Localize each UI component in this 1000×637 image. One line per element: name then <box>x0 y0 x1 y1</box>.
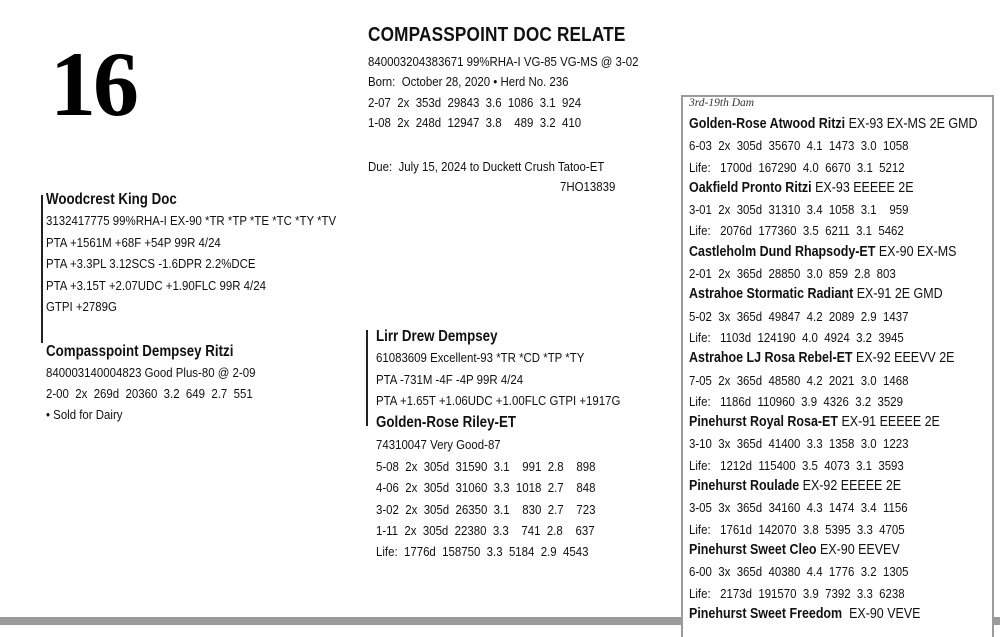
dam-9-life: Life: 1761d 142070 3.8 5395 3.3 4705 <box>689 521 905 537</box>
dam-10-name: Pinehurst Sweet Cleo EX-90 EEVEV <box>689 541 900 558</box>
dam-9-record: 3-05 3x 365d 34160 4.3 1474 3.4 1156 <box>689 500 908 516</box>
granddam-line-3: 4-06 2x 305d 31060 3.3 1018 2.7 848 <box>376 480 596 495</box>
granddam-name: Golden-Rose Riley-ET <box>376 414 516 431</box>
granddam-line-1: 74310047 Very Good-87 <box>376 437 501 452</box>
dams-list <box>689 114 1000 625</box>
granddam-line-5: 1-11 2x 305d 22380 3.3 741 2.8 637 <box>376 523 595 538</box>
dam-9-name: Pinehurst Roulade EX-92 EEEEE 2E <box>689 478 902 495</box>
dam-6-name: Astrahoe Stormatic Radiant EX-91 2E GMD <box>689 286 943 303</box>
granddam-line-4: 3-02 2x 305d 26350 3.1 830 2.7 723 <box>376 502 596 517</box>
mgs-line-3: PTA +1.65T +1.06UDC +1.00FLC GTPI +1917G <box>376 393 621 408</box>
dam-6-record: 5-02 3x 365d 49847 4.2 2089 2.9 1437 <box>689 308 909 324</box>
pedigree-bracket-sire <box>41 195 43 343</box>
dam-7-record: 7-05 2x 365d 48580 4.2 2021 3.0 1468 <box>689 372 909 388</box>
dam-4-record: 3-01 2x 305d 31310 3.4 1058 3.1 959 <box>689 202 909 218</box>
animal-record-1: 2-07 2x 353d 29843 3.6 1086 3.1 924 <box>368 95 582 110</box>
dam-7-life: Life: 1186d 110960 3.9 4326 3.2 3529 <box>689 393 903 409</box>
lot-number: 16 <box>50 33 136 135</box>
dam-6-life: Life: 1103d 124190 4.0 4924 3.2 3945 <box>689 329 904 345</box>
sire-line-4: PTA +3.15T +2.07UDC +1.90FLC 99R 4/24 <box>46 278 266 293</box>
animal-name: COMPASSPOINT DOC RELATE <box>368 24 626 46</box>
dam-5-record: 2-01 2x 365d 28850 3.0 859 2.8 803 <box>689 266 896 282</box>
animal-born-line: Born: October 28, 2020 • Herd No. 236 <box>368 74 569 89</box>
granddam-line-2: 5-08 2x 305d 31590 3.1 991 2.8 898 <box>376 459 596 474</box>
sire-line-2: PTA +1561M +68F +54P 99R 4/24 <box>46 235 221 250</box>
due-line: Due: July 15, 2024 to Duckett Crush Tatoo-ET <box>368 159 605 174</box>
dam-11-name: Pinehurst Sweet Freedom EX-90 VEVE <box>689 605 921 622</box>
mgs-line-1: 61083609 Excellent-93 *TR *CD *TP *TY <box>376 350 585 365</box>
dam-8-name: Pinehurst Royal Rosa-ET EX-91 EEEEE 2E <box>689 414 940 431</box>
dam-10-record: 6-00 3x 365d 40380 4.4 1776 3.2 1305 <box>689 564 909 580</box>
dam-7-name: Astrahoe LJ Rosa Rebel-ET EX-92 EEEVV 2E <box>689 350 955 367</box>
sire-name: Woodcrest King Doc <box>46 191 177 208</box>
mgs-name: Lirr Drew Dempsey <box>376 328 498 345</box>
dam-4-life: Life: 2076d 177360 3.5 6211 3.1 5462 <box>689 223 904 239</box>
sire-line-3: PTA +3.3PL 3.12SCS -1.6DPR 2.2%DCE <box>46 256 256 271</box>
due-code: 7HO13839 <box>560 179 616 194</box>
dam-line-3: • Sold for Dairy <box>46 407 123 422</box>
dam-line-1: 840003140004823 Good Plus-80 @ 2-09 <box>46 365 256 380</box>
dam-name: Compasspoint Dempsey Ritzi <box>46 343 234 360</box>
dam-4-name: Oakfield Pronto Ritzi EX-93 EEEEE 2E <box>689 179 914 196</box>
dam-3-name: Golden-Rose Atwood Ritzi EX-93 EX-MS 2E GMD <box>689 116 978 132</box>
pedigree-bracket-mgs <box>366 330 368 426</box>
dam-5-name: Castleholm Dund Rhapsody-ET EX-90 EX-MS <box>689 243 957 260</box>
dam-10-life: Life: 2173d 191570 3.9 7392 3.3 6238 <box>689 585 905 601</box>
mgs-line-2: PTA -731M -4F -4P 99R 4/24 <box>376 372 524 387</box>
dams-header: 3rd-19th Dam <box>689 97 755 109</box>
sire-line-1: 3132417775 99%RHA-I EX-90 *TR *TP *TE *TC *TY *TV <box>46 213 337 228</box>
dam-3-life: Life: 1700d 167290 4.0 6670 3.1 5212 <box>689 159 905 175</box>
dam-8-life: Life: 1212d 115400 3.5 4073 3.1 3593 <box>689 457 904 473</box>
dam-line-2: 2-00 2x 269d 20360 3.2 649 2.7 551 <box>46 386 253 401</box>
sire-line-5: GTPI +2789G <box>46 299 117 314</box>
dam-3-record: 6-03 2x 305d 35670 4.1 1473 3.0 1058 <box>689 138 909 154</box>
animal-record-2: 1-08 2x 248d 12947 3.8 489 3.2 410 <box>368 115 582 130</box>
dam-8-record: 3-10 3x 365d 41400 3.3 1358 3.0 1223 <box>689 436 909 452</box>
granddam-line-6: Life: 1776d 158750 3.3 5184 2.9 4543 <box>376 544 589 559</box>
animal-id-line: 840003204383671 99%RHA-I VG-85 VG-MS @ 3-02 <box>368 54 639 69</box>
